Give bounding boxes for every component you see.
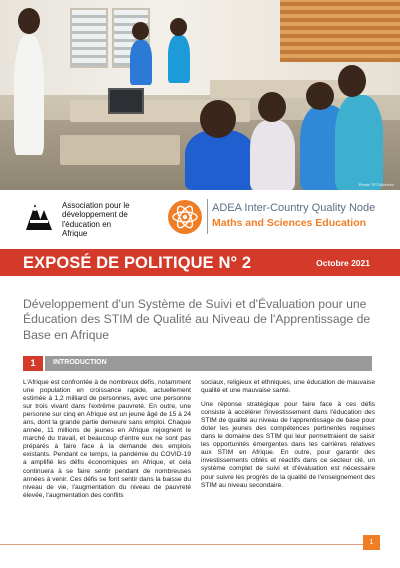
title-banner	[0, 249, 400, 276]
laptop-shape	[108, 88, 144, 114]
adea-name-line: Association pour le	[62, 201, 130, 210]
student-head	[170, 18, 187, 36]
table-shape	[60, 135, 180, 165]
footer-rule	[0, 544, 370, 545]
student-figure	[185, 130, 255, 190]
policy-brief-title: EXPOSÉ DE POLITIQUE N° 2	[23, 254, 252, 272]
adea-full-name	[62, 201, 130, 238]
photo-credit: Photo: ©FGAkeleko	[358, 182, 394, 187]
student-figure	[335, 95, 383, 190]
section-number: 1	[23, 356, 43, 371]
node-subtitle: Maths and Sciences Education	[212, 217, 367, 229]
teacher-head	[18, 8, 40, 34]
body-paragraph: L'Afrique est confrontée à de nombreux défis, notamment une population en croissance rapide, actuellement estimée à 1,2 milliard de personnes, avec une personne sur trois vivant dans l'extrême pauvreté. En outre, une personne sur cinq en Afrique est un jeune âgé de 15 à 24 ans, dont la grande partie demeure sans emploi. Chaque année, 11 millions de jeunes en Afrique rejoignent le marché du travail, et beaucoup d'entre eux ne sont pas préparés à faire face à la demande des emplois existants. Pendant ce temps, la pandémie du COVID-19 a amplifié les défis économiques en Afrique, et cela continuera à se faire sentir pendant de nombreuses années à venir. Ces défis se font sentir dans la baisse du niveau de vie, l'augmentation du niveau de pauvreté élevée, l'augmentation des conflits	[23, 379, 191, 499]
publication-date: Octobre 2021	[316, 258, 370, 268]
window-blind	[280, 0, 400, 62]
body-paragraph: sociaux, religieux et ethniques, une éducation de mauvaise qualité et une mauvaise santé.	[201, 379, 375, 395]
adea-name-line: développement de	[62, 210, 128, 220]
atom-icon	[168, 200, 202, 234]
quality-node-logo	[168, 199, 388, 235]
adea-name-line: Afrique	[62, 228, 88, 238]
page-number: 1	[363, 535, 380, 550]
window-shape	[70, 8, 108, 68]
adea-emblem-icon	[22, 200, 56, 234]
node-title: ADEA Inter-Country Quality Node	[212, 202, 376, 214]
body-column-left	[23, 379, 191, 506]
student-head	[258, 92, 286, 122]
logo-divider	[207, 199, 208, 234]
document-subtitle: Développement d'un Système de Suivi et d'Évaluation pour une Éducation des STIM de Qualité au Niveau de l'Apprentissage de Base en Afrique	[23, 297, 371, 342]
student-head	[338, 65, 366, 97]
student-figure	[250, 120, 295, 190]
adea-logo	[22, 200, 162, 240]
student-head	[306, 82, 334, 110]
body-paragraph: Une réponse stratégique pour faire face à ces défis consiste à accélérer l'investissement dans l'éducation des STIM de qualité au niveau de l'apprentissage de base pour doter les jeunes des compétences pertinentes requises dans le domaine des STIM qui leur permettraient de saisir les opportunités émergentes dans les carrières relatives aux STIM en Afrique. En outre, pour garantir des investissements ciblés et réactifs dans ce secteur clé, un système complet de suivi et d'évaluation est nécessaire pour suivre les progrès de la qualité de l'enseignement des STIM au niveau secondaire.	[201, 401, 375, 489]
adea-name-line: l'éducation en	[62, 219, 112, 229]
student-head	[200, 100, 236, 138]
student-figure	[130, 40, 152, 85]
student-figure	[168, 35, 190, 83]
body-column-right	[201, 379, 375, 496]
hero-photo	[0, 0, 400, 190]
section-label: INTRODUCTION	[53, 359, 107, 366]
student-head	[132, 22, 149, 40]
teacher-figure	[14, 35, 44, 155]
